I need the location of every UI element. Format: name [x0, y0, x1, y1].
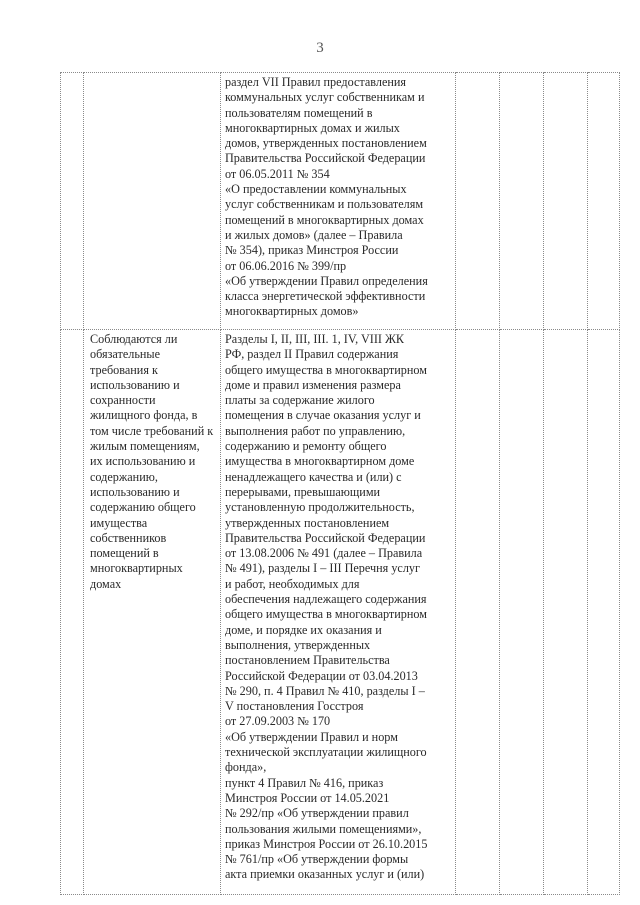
legal-basis-line: помещения в случае оказания услуг и [225, 408, 421, 423]
requirement-cell [84, 330, 221, 895]
legal-basis-line: коммунальных услуг собственникам и [225, 90, 425, 105]
legal-basis-line: раздел VII Правил предоставления [225, 75, 407, 89]
yes-cell [456, 73, 500, 330]
legal-basis-line: «Об утверждении Правил и норм [225, 729, 398, 744]
requirement-line: их использованию и [90, 454, 196, 469]
requirement-line: том числе требований к [90, 423, 214, 438]
legal-basis-line: от 13.08.2006 № 491 (далее – Правила [225, 546, 423, 561]
legal-basis-line: пункт 4 Правил № 416, приказ [225, 775, 384, 790]
legal-basis-line: многоквартирных домах и жилых [225, 120, 400, 135]
legal-basis-line: «О предоставлении коммунальных [225, 182, 407, 197]
requirement-line: использованию и [90, 484, 180, 499]
legal-basis-line: постановлением Правительства [225, 653, 390, 668]
notes-cell [588, 330, 620, 895]
legal-basis-line: «Об утверждении Правил определения [225, 273, 428, 288]
legal-basis-cell [221, 330, 456, 895]
requirement-line: домах [90, 576, 122, 591]
legal-basis-line: выполнения, утвержденных [225, 637, 371, 652]
requirement-line: использованию и [90, 377, 180, 392]
legal-basis-line: платы за содержание жилого [225, 393, 375, 408]
legal-basis-line: доме и правил изменения размера [225, 377, 401, 392]
legal-basis-line: общего имущества в многоквартирном [225, 362, 427, 377]
requirement-line: многоквартирных [90, 561, 183, 576]
legal-basis-line: от 27.09.2003 № 170 [225, 714, 331, 729]
legal-basis-line: доме, и порядке их оказания и [225, 622, 382, 637]
row-number-cell [61, 330, 84, 895]
requirement-line: сохранности [90, 393, 156, 408]
table-row [61, 330, 620, 895]
legal-basis-line: технической эксплуатации жилищного [225, 745, 427, 760]
legal-basis-line: обеспечения надлежащего содержания [225, 592, 427, 607]
requirement-cell [84, 73, 221, 330]
not-applicable-cell [544, 330, 588, 895]
legal-basis-line: РФ, раздел II Правил содержания [225, 347, 399, 362]
legal-basis-line: Правительства Российской Федерации [225, 530, 426, 545]
legal-basis-line: приказ Минстроя России от 26.10.2015 [225, 836, 428, 851]
requirement-line: требования к [90, 362, 158, 377]
requirement-line: жилищного фонда, в [90, 408, 198, 423]
legal-basis-line: № 354), приказ Минстроя России [225, 243, 399, 258]
legal-basis-line: ненадлежащего качества и (или) с [225, 469, 402, 484]
requirement-line: собственников [90, 530, 167, 545]
requirement-line: Соблюдаются ли [90, 332, 178, 346]
legal-basis-line: помещений в многоквартирных домах [225, 212, 424, 227]
legal-basis-line: перерывами, превышающими [225, 484, 381, 499]
legal-basis-line: пользователям помещений в [225, 105, 373, 120]
legal-basis-line: Правительства Российской Федерации [225, 151, 426, 166]
requirement-line: имущества [90, 515, 148, 530]
notes-cell [588, 73, 620, 330]
legal-basis-cell [221, 73, 456, 330]
legal-basis-line: утвержденных постановлением [225, 515, 390, 530]
legal-basis-line: Разделы I, II, III, III. 1, IV, VIII ЖК [225, 332, 405, 346]
legal-basis-line: выполнения работ по управлению, [225, 423, 406, 438]
legal-basis-line: № 292/пр «Об утверждении правил [225, 806, 409, 821]
legal-basis-line: от 06.05.2011 № 354 [225, 166, 330, 181]
legal-basis-line: класса энергетической эффективности [225, 289, 426, 304]
legal-basis-line: № 290, п. 4 Правил № 410, разделы I – [225, 683, 425, 698]
requirement-line: содержанию общего [90, 500, 196, 515]
legal-basis-line: и жилых домов» (далее – Правила [225, 227, 403, 242]
page-number: 3 [316, 40, 324, 56]
requirement-line: обязательные [90, 347, 161, 362]
legal-basis-line: Российской Федерации от 03.04.2013 [225, 668, 418, 683]
legal-basis-line: V постановления Госстроя [225, 699, 364, 714]
legal-basis-line: пользования жилыми помещениями», [225, 821, 422, 836]
not-applicable-cell [544, 73, 588, 330]
legal-basis-line: многоквартирных домов» [225, 304, 359, 319]
legal-basis-line: и работ, необходимых для [225, 576, 360, 591]
legal-basis-line: содержанию и ремонту общего [225, 439, 387, 454]
requirement-line: помещений в [90, 546, 159, 561]
inspection-checklist-table [60, 72, 620, 895]
legal-basis-line: услуг собственникам и пользователям [225, 197, 424, 212]
no-cell [500, 330, 544, 895]
legal-basis-line: установленную продолжительность, [225, 500, 415, 515]
legal-basis-line: акта приемки оказанных услуг и (или) [225, 867, 425, 882]
yes-cell [456, 330, 500, 895]
legal-basis-line: общего имущества в многоквартирном [225, 607, 427, 622]
no-cell [500, 73, 544, 330]
legal-basis-line: домов, утвержденных постановлением [225, 136, 427, 151]
legal-basis-line: от 06.06.2016 № 399/пр [225, 258, 347, 273]
legal-basis-line: № 491), разделы I – III Перечня услуг [225, 561, 420, 576]
row-number-cell [61, 73, 84, 330]
table-row [61, 73, 620, 330]
legal-basis-line: Минстроя России от 14.05.2021 [225, 790, 390, 805]
requirement-line: содержанию, [90, 469, 158, 484]
requirement-line: жилым помещениям, [90, 439, 200, 454]
legal-basis-line: № 761/пр «Об утверждении формы [225, 852, 409, 867]
legal-basis-line: имущества в многоквартирном доме [225, 454, 415, 469]
legal-basis-line: фонда», [225, 760, 267, 775]
